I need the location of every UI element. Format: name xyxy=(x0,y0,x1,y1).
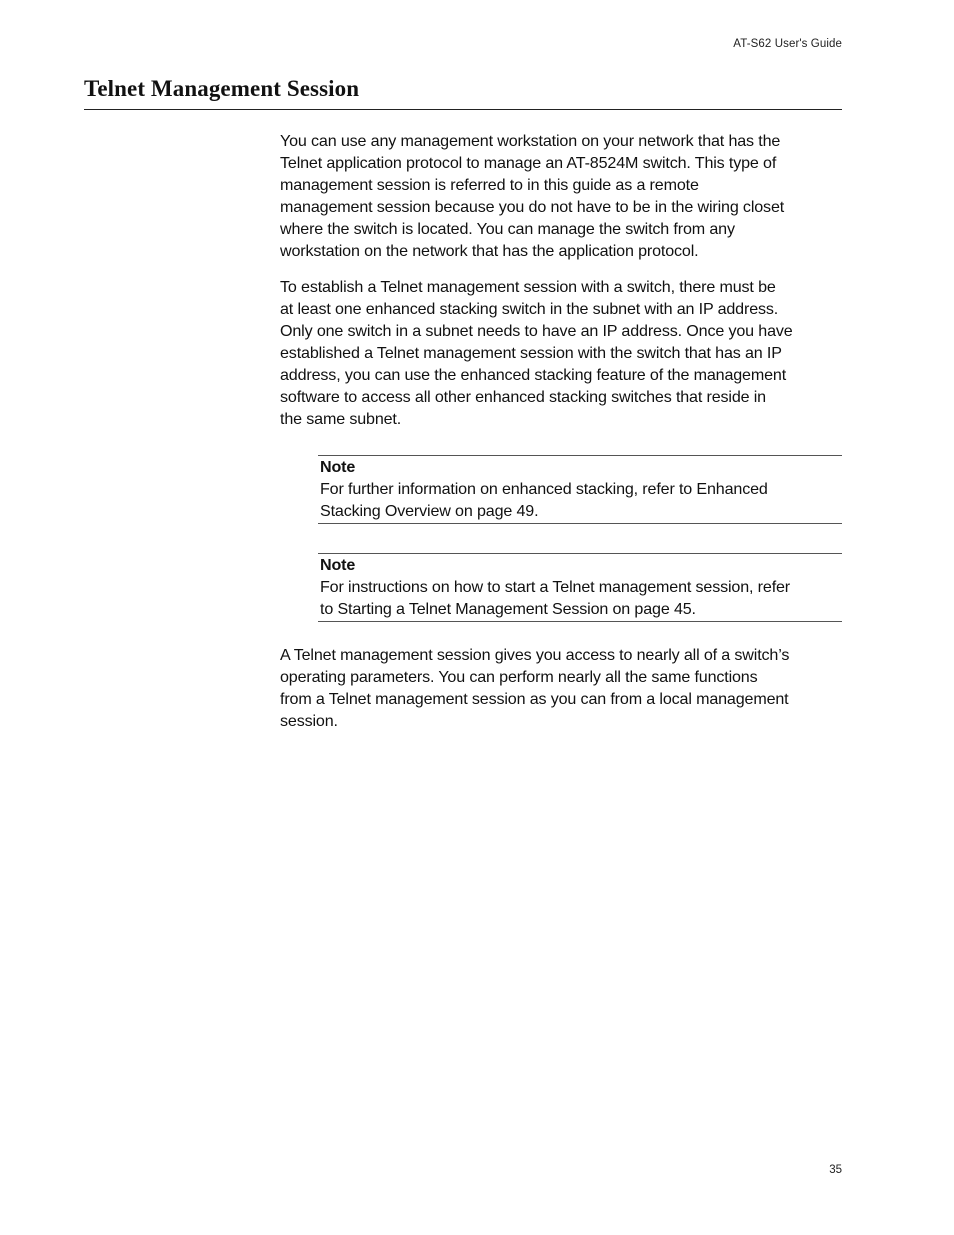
note-heading: Note xyxy=(320,556,356,574)
running-header: AT-S62 User's Guide xyxy=(733,38,842,50)
text-line: management session because you do not have to be in the wiring closet xyxy=(280,198,785,216)
text-line: A Telnet management session gives you access to nearly all of a switch’s xyxy=(280,646,790,664)
paragraph-access xyxy=(280,644,846,732)
note-text-line: Stacking Overview on page 49. xyxy=(320,502,539,520)
text-line: the same subnet. xyxy=(280,410,402,428)
text-line: from a Telnet management session as you can from a local management xyxy=(280,690,789,708)
text-line: Telnet application protocol to manage an AT-8524M switch. This type of xyxy=(280,154,777,172)
note-box xyxy=(318,455,842,524)
text-line: To establish a Telnet management session with a switch, there must be xyxy=(280,278,776,296)
text-line: management session is referred to in this guide as a remote xyxy=(280,176,699,194)
text-line: software to access all other enhanced stacking switches that reside in xyxy=(280,388,766,406)
note-text-line: For further information on enhanced stacking, refer to Enhanced xyxy=(320,480,768,498)
section-title: Telnet Management Session xyxy=(84,76,360,101)
paragraph-intro xyxy=(280,130,846,262)
text-line: where the switch is located. You can manage the switch from any xyxy=(280,220,735,238)
text-line: Only one switch in a subnet needs to have an IP address. Once you have xyxy=(280,322,793,340)
text-line: operating parameters. You can perform nearly all the same functions xyxy=(280,668,758,686)
text-line: at least one enhanced stacking switch in the subnet with an IP address. xyxy=(280,300,779,318)
paragraph-requirements xyxy=(280,276,846,430)
text-line: session. xyxy=(280,712,338,730)
text-line: established a Telnet management session with the switch that has an IP xyxy=(280,344,782,362)
text-line: workstation on the network that has the application protocol. xyxy=(280,242,699,260)
text-line: address, you can use the enhanced stacking feature of the management xyxy=(280,366,787,384)
note-text-line: to Starting a Telnet Management Session on page 45. xyxy=(320,600,696,618)
text-line: You can use any management workstation on your network that has the xyxy=(280,132,781,150)
note-text-line: For instructions on how to start a Telnet management session, refer xyxy=(320,578,791,596)
note-box xyxy=(318,553,842,622)
note-heading: Note xyxy=(320,458,356,476)
page-number: 35 xyxy=(829,1164,842,1176)
title-rule xyxy=(84,109,842,110)
